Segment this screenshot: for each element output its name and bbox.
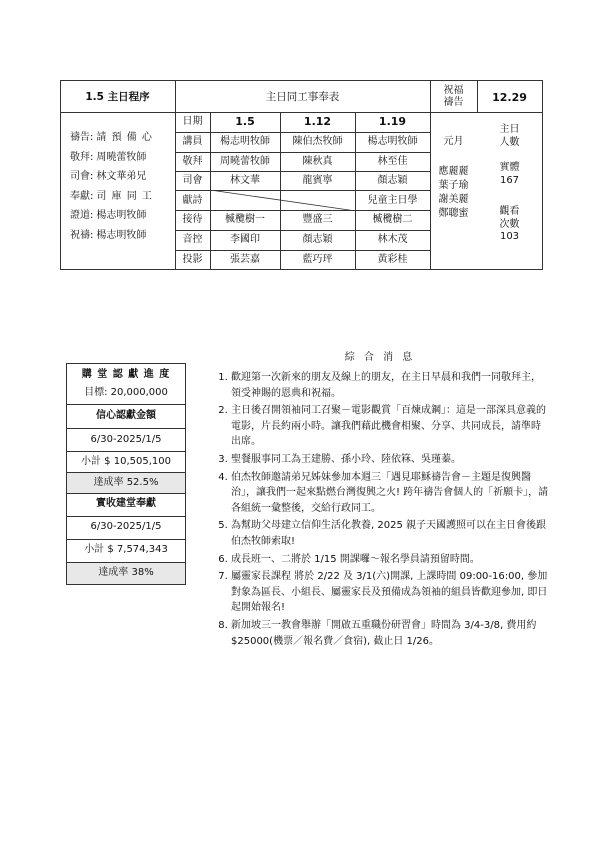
received-title: 實收建堂奉獻 (96, 498, 156, 509)
program-role-row: 禱告: 請 預 備 心 (70, 132, 153, 143)
news-item: 2. 主日後召開領袖同工召聚－電影觀賞「百煉成鋼」：這是一部深具意義的電影，片長約兩小時。讓我們藉此機會相聚、分享、共同成長，請準時出席。 (231, 403, 549, 450)
news-item: 8. 新加坡三一教會舉辦「開啟五重職份研習會」時間為 3/4-3/8, 費用約$25000(機票／報名費／食宿), 截止日 1/26。 (231, 618, 549, 649)
progress-title: 購 堂 認 獻 進 度 (81, 369, 171, 380)
progress-goal: 目標: 20,000,000 (84, 387, 168, 398)
news-item: 1. 歡迎第一次新來的朋友及線上的朋友，在主日早晨和我們一同敬拜主，領受神賜的恩典和祝福。 (231, 370, 549, 401)
pledge-title: 信心認獻金額 (96, 410, 156, 421)
program-role-row: 司會: 林文華弟兄 (70, 171, 147, 182)
prayer-name: 鄭聰蜜 (438, 208, 469, 219)
pledge-subtotal: 小計 $ 10,505,100 (81, 456, 171, 467)
news-list (214, 370, 549, 651)
received-subtotal: 小計 $ 7,574,343 (84, 544, 168, 555)
program-role-row: 奉獻: 司 庫 同 工 (70, 190, 153, 202)
prayer-name: 謝美麗 (438, 194, 469, 205)
duty-header-date: 日期 (182, 116, 203, 127)
duty-header-week1: 1.5 (235, 115, 255, 128)
news-item: 7. 屬靈家長課程 將於 2/22 及 3/1(六)開課, 上課時間 09:00-16:00, 參加對象為區長、小組長、屬靈家長及預備成為領袖的組員皆歡迎參加, 即日起開始報名! (231, 569, 549, 616)
pledge-period: 6/30-2025/1/5 (90, 434, 162, 445)
program-role-row: 證道: 楊志明牧師 (70, 210, 147, 221)
program-role-row: 敬拜: 周曉蕾牧師 (70, 151, 147, 163)
prayer-name: 葉子瑜 (438, 180, 469, 191)
news-item: 6. 成長班一、二將於 1/15 開課囉～報名學員請預留時間。 (231, 552, 549, 568)
duty-header-week2: 1.12 (303, 115, 332, 128)
prayer-name: 應麗麗 (438, 166, 469, 177)
news-item: 5. 為幫助父母建立信仰生活化教養, 2025 親子天國護照可以在主日會後跟伯杰牧師索取! (231, 518, 549, 549)
program-title: 1.5 主日程序 (85, 91, 150, 103)
attendance-online-value: 103 (499, 231, 520, 242)
prayer-month: 元月 (443, 136, 464, 147)
news-title: 綜 合 消 息 (344, 352, 416, 363)
news-item: 4. 伯杰牧師邀請弟兄姊妹參加本週三「遇見耶穌禱告會－主題是復興醫治」，讓我們一起來點燃台灣復興之火! 跨年禱告會個人的「祈願卡」，請各組統一彙整後，交給行政同工。 (231, 470, 549, 517)
prayer-names (430, 165, 477, 221)
attendance-date: 12.29 (492, 91, 527, 104)
pledge-rate: 達成率 52.5% (93, 477, 159, 488)
empty-cell-diagonal (210, 190, 356, 211)
received-rate: 達成率 38% (98, 567, 154, 578)
duty-header-week3: 1.19 (378, 115, 407, 128)
attendance-physical-value: 167 (499, 175, 520, 186)
attendance-online-label: 觀看 次數 (499, 206, 520, 230)
attendance-label: 主日 人數 (499, 124, 520, 148)
attendance-physical-label: 實體 (499, 162, 520, 173)
prayer-title: 祝福 禱告 (443, 85, 464, 108)
news-item: 3. 聖餐服事同工為王建勝、孫小玲、陸依箖、吳瑾蓁。 (231, 452, 549, 468)
duty-title: 主日同工事奉表 (265, 91, 340, 103)
program-role-row: 祝禱: 楊志明牧師 (70, 229, 147, 241)
received-period: 6/30-2025/1/5 (90, 521, 162, 532)
program-roles (70, 128, 174, 245)
